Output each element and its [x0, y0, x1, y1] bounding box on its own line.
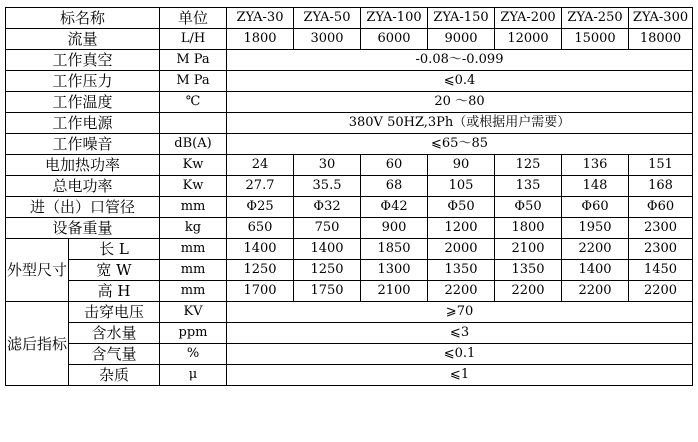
row-label: 流量 — [6, 29, 160, 50]
filtered-row — [6, 344, 693, 365]
dimensions-row — [6, 281, 693, 302]
header-model: ZYA-300 — [629, 8, 693, 29]
value-cell: 24 — [227, 155, 294, 176]
unit-cell: % — [160, 344, 227, 365]
spec-row — [6, 71, 693, 92]
value-cell: 1450 — [629, 260, 693, 281]
value-cell: 68 — [361, 176, 428, 197]
value-cell: 2100 — [495, 239, 562, 260]
spec-row — [6, 155, 693, 176]
unit-cell: Kw — [160, 155, 227, 176]
unit-cell: KV — [160, 302, 227, 323]
value-cell: 15000 — [562, 29, 629, 50]
value-cell: 900 — [361, 218, 428, 239]
value-cell: 1700 — [227, 281, 294, 302]
unit-cell — [160, 113, 227, 134]
row-label: 总电功率 — [6, 176, 160, 197]
filtered-group-label: 滤后指标 — [6, 302, 69, 386]
unit-cell: dB(A) — [160, 134, 227, 155]
spec-table — [5, 7, 693, 386]
merged-value-cell: ⩽0.4 — [227, 71, 693, 92]
sub-row-label: 长 L — [69, 239, 160, 260]
row-label: 工作电源 — [6, 113, 160, 134]
value-cell: 90 — [428, 155, 495, 176]
value-cell: 105 — [428, 176, 495, 197]
spec-row — [6, 92, 693, 113]
sub-row-label: 宽 W — [69, 260, 160, 281]
value-cell: 1950 — [562, 218, 629, 239]
row-label: 工作噪音 — [6, 134, 160, 155]
unit-cell: M Pa — [160, 50, 227, 71]
value-cell: 1250 — [227, 260, 294, 281]
row-label: 设备重量 — [6, 218, 160, 239]
header-model: ZYA-200 — [495, 8, 562, 29]
header-model: ZYA-30 — [227, 8, 294, 29]
header-name-label: 标名称 — [6, 8, 160, 29]
value-cell: 30 — [294, 155, 361, 176]
unit-cell: kg — [160, 218, 227, 239]
row-label: 工作真空 — [6, 50, 160, 71]
spec-table-body — [6, 8, 693, 386]
filtered-row — [6, 302, 693, 323]
merged-value-cell: 20 ～80 — [227, 92, 693, 113]
unit-cell: Kw — [160, 176, 227, 197]
value-cell: Φ25 — [227, 197, 294, 218]
value-cell: 2200 — [562, 281, 629, 302]
value-cell: 1200 — [428, 218, 495, 239]
value-cell: 12000 — [495, 29, 562, 50]
value-cell: 1300 — [361, 260, 428, 281]
spec-row — [6, 197, 693, 218]
value-cell: 148 — [562, 176, 629, 197]
unit-cell: mm — [160, 260, 227, 281]
value-cell: 2200 — [629, 281, 693, 302]
merged-value-cell: ⩽0.1 — [227, 344, 693, 365]
merged-value-cell: 380V 50HZ,3Ph（或根据用户需要） — [227, 113, 693, 134]
value-cell: 2200 — [428, 281, 495, 302]
unit-cell: mm — [160, 197, 227, 218]
value-cell: 168 — [629, 176, 693, 197]
value-cell: Φ60 — [562, 197, 629, 218]
sub-row-label: 杂质 — [69, 365, 160, 386]
value-cell: 1800 — [495, 218, 562, 239]
value-cell: 2200 — [495, 281, 562, 302]
value-cell: 2300 — [629, 239, 693, 260]
row-label: 进（出）口管径 — [6, 197, 160, 218]
value-cell: 1350 — [495, 260, 562, 281]
value-cell: 27.7 — [227, 176, 294, 197]
row-label: 工作压力 — [6, 71, 160, 92]
value-cell: 9000 — [428, 29, 495, 50]
spec-table-container — [5, 7, 693, 386]
value-cell: 1850 — [361, 239, 428, 260]
spec-row — [6, 113, 693, 134]
spec-row — [6, 176, 693, 197]
unit-cell: μ — [160, 365, 227, 386]
value-cell: Φ50 — [428, 197, 495, 218]
unit-cell: mm — [160, 281, 227, 302]
value-cell: 1350 — [428, 260, 495, 281]
value-cell: Φ60 — [629, 197, 693, 218]
sub-row-label: 高 H — [69, 281, 160, 302]
value-cell: 35.5 — [294, 176, 361, 197]
value-cell: 1250 — [294, 260, 361, 281]
value-cell: 3000 — [294, 29, 361, 50]
unit-cell: ℃ — [160, 92, 227, 113]
value-cell: 151 — [629, 155, 693, 176]
value-cell: 2200 — [562, 239, 629, 260]
unit-cell: mm — [160, 239, 227, 260]
row-label: 工作温度 — [6, 92, 160, 113]
header-model: ZYA-100 — [361, 8, 428, 29]
sub-row-label: 含气量 — [69, 344, 160, 365]
header-row — [6, 8, 693, 29]
value-cell: 1800 — [227, 29, 294, 50]
value-cell: 18000 — [629, 29, 693, 50]
value-cell: Φ50 — [495, 197, 562, 218]
header-model: ZYA-150 — [428, 8, 495, 29]
merged-value-cell: ⩽1 — [227, 365, 693, 386]
spec-row — [6, 218, 693, 239]
value-cell: 125 — [495, 155, 562, 176]
value-cell: 60 — [361, 155, 428, 176]
value-cell: Φ42 — [361, 197, 428, 218]
merged-value-cell: ⩽65～85 — [227, 134, 693, 155]
value-cell: 6000 — [361, 29, 428, 50]
value-cell: 136 — [562, 155, 629, 176]
filtered-row — [6, 365, 693, 386]
value-cell: 2300 — [629, 218, 693, 239]
value-cell: 2100 — [361, 281, 428, 302]
value-cell: 1750 — [294, 281, 361, 302]
filtered-row — [6, 323, 693, 344]
unit-cell: ppm — [160, 323, 227, 344]
dimension-group-label: 外型尺寸 — [6, 239, 69, 302]
value-cell: 750 — [294, 218, 361, 239]
unit-cell: M Pa — [160, 71, 227, 92]
spec-row — [6, 50, 693, 71]
value-cell: 1400 — [562, 260, 629, 281]
merged-value-cell: -0.08～-0.099 — [227, 50, 693, 71]
value-cell: 1400 — [227, 239, 294, 260]
value-cell: 135 — [495, 176, 562, 197]
sub-row-label: 击穿电压 — [69, 302, 160, 323]
dimensions-row — [6, 239, 693, 260]
unit-cell: L/H — [160, 29, 227, 50]
spec-row — [6, 134, 693, 155]
row-label: 电加热功率 — [6, 155, 160, 176]
spec-row — [6, 29, 693, 50]
value-cell: Φ32 — [294, 197, 361, 218]
merged-value-cell: ⩾70 — [227, 302, 693, 323]
dimensions-row — [6, 260, 693, 281]
header-model: ZYA-250 — [562, 8, 629, 29]
header-unit-label: 单位 — [160, 8, 227, 29]
merged-value-cell: ⩽3 — [227, 323, 693, 344]
value-cell: 2000 — [428, 239, 495, 260]
header-model: ZYA-50 — [294, 8, 361, 29]
value-cell: 650 — [227, 218, 294, 239]
value-cell: 1400 — [294, 239, 361, 260]
sub-row-label: 含水量 — [69, 323, 160, 344]
